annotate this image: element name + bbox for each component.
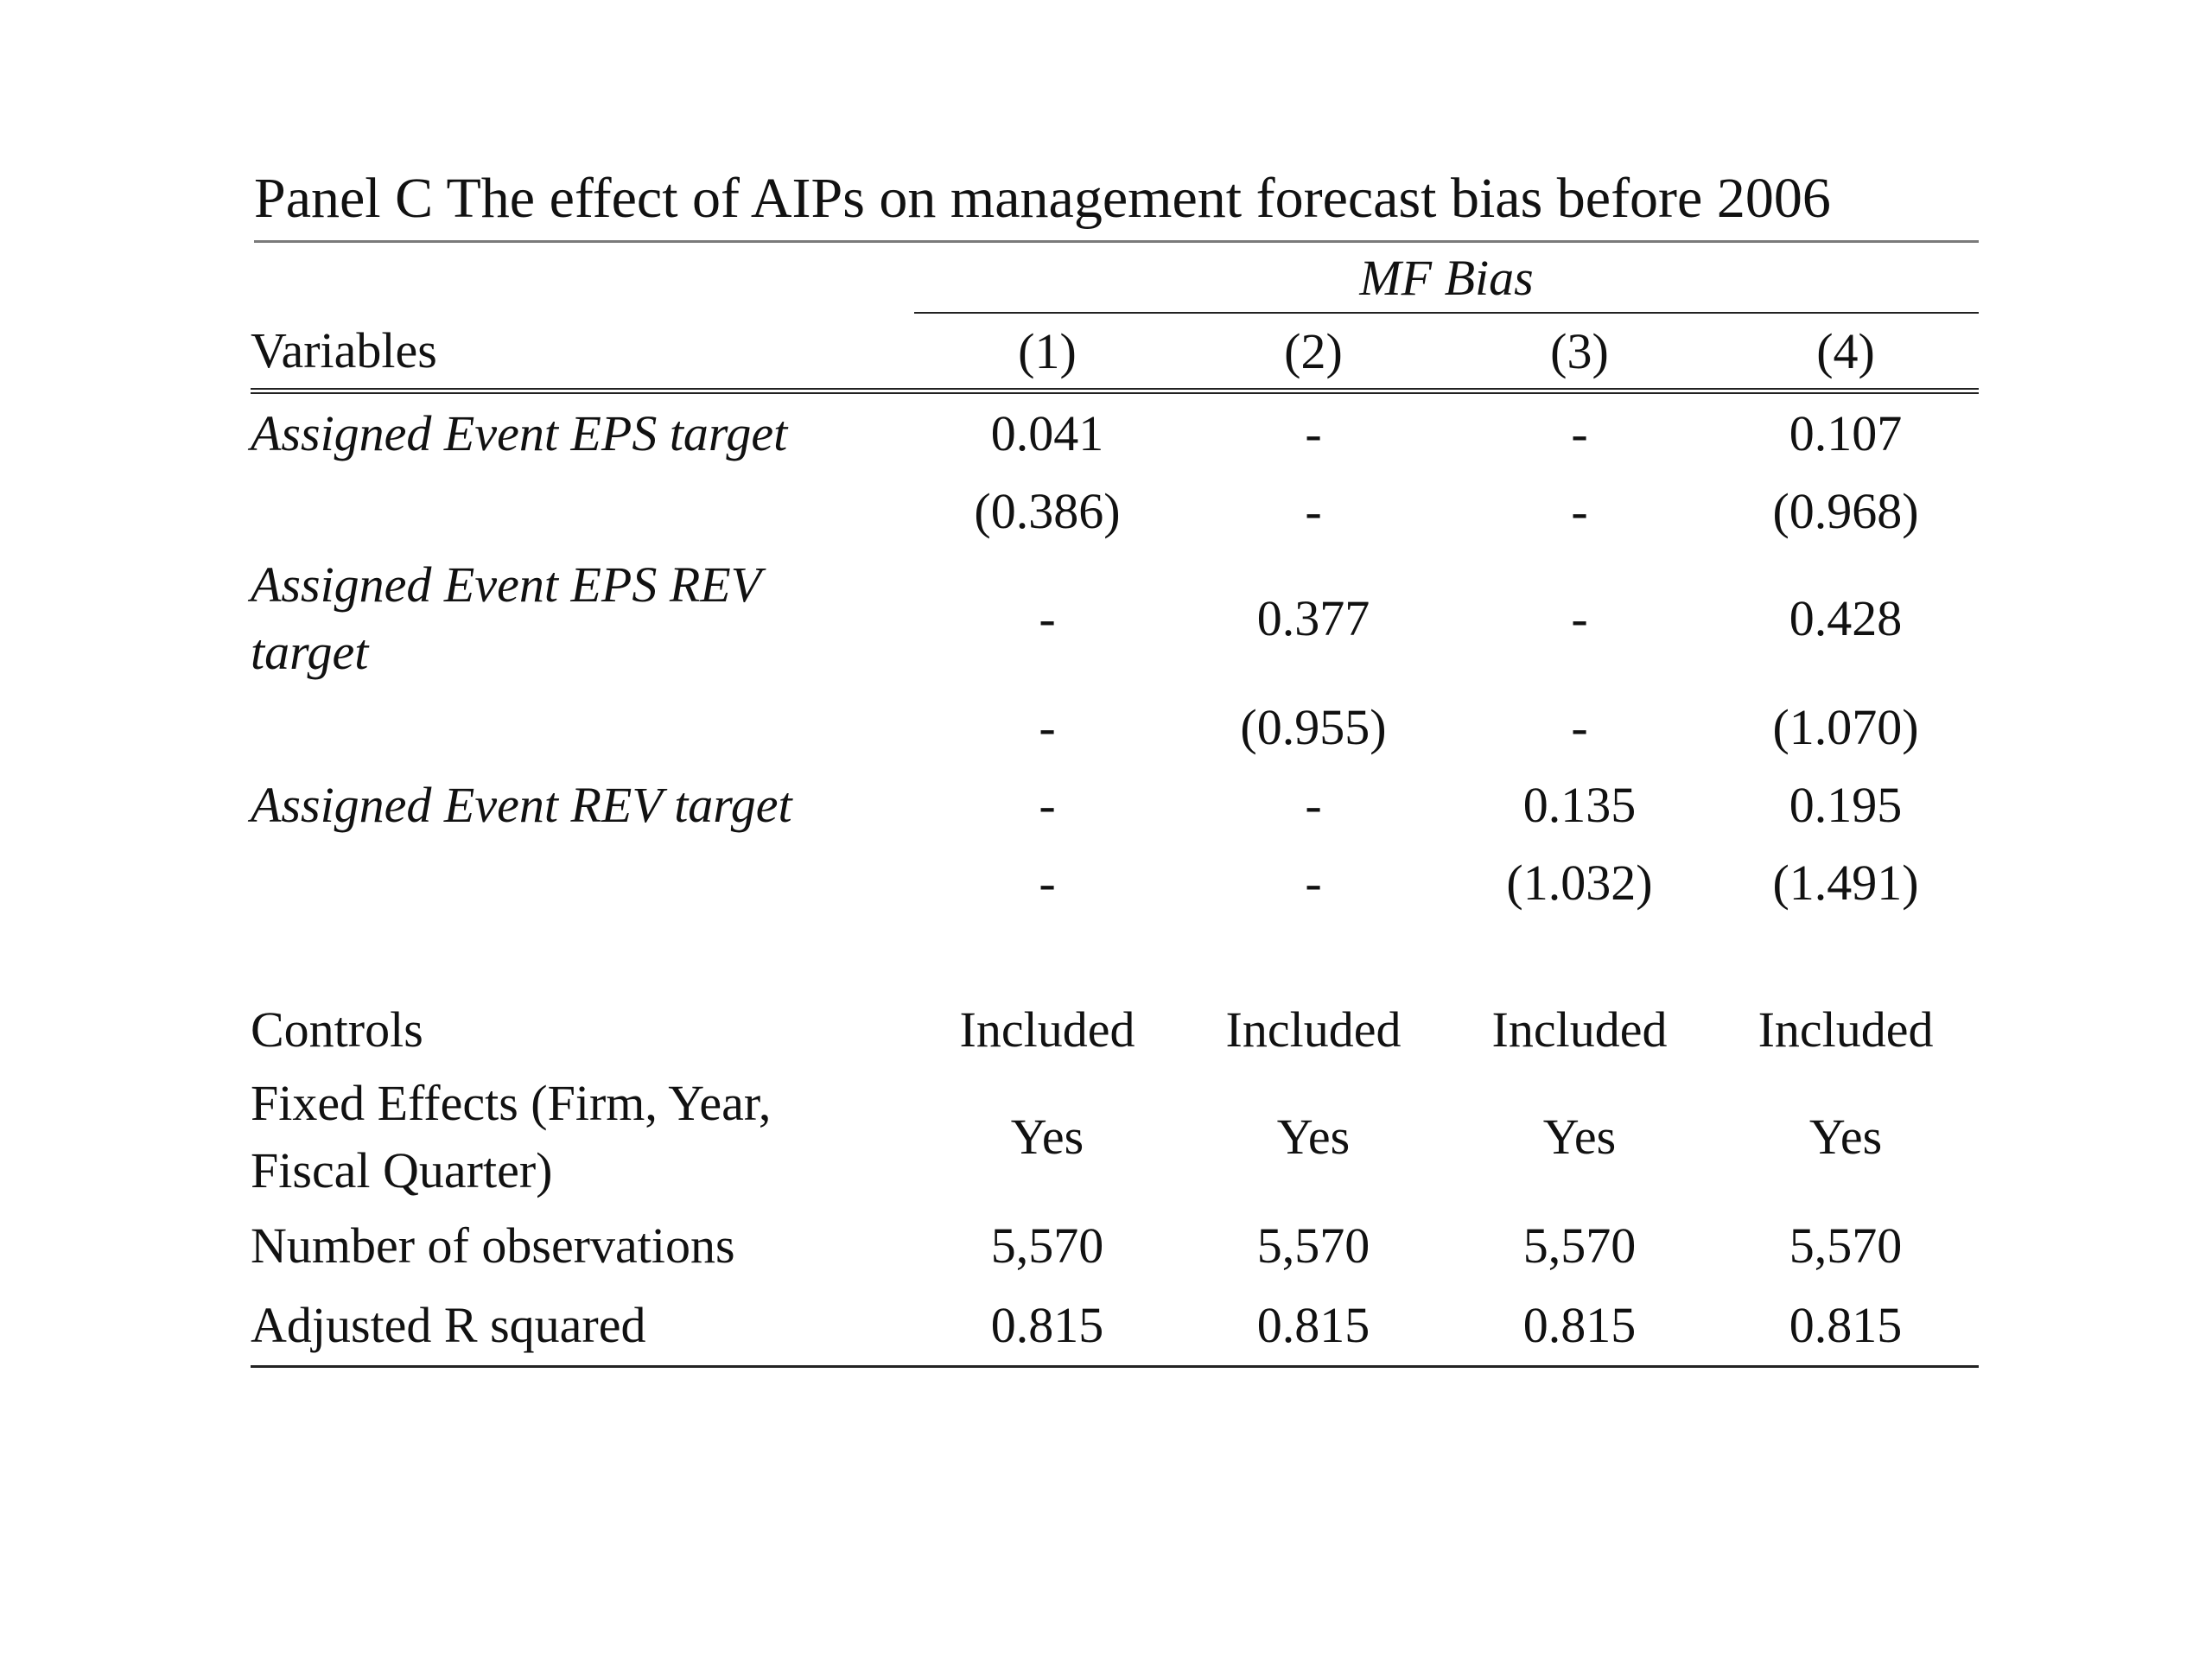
- table-row: [251, 843, 1979, 921]
- table-cell: -: [1039, 854, 1056, 911]
- summary-cell: 0.815: [1180, 1284, 1446, 1367]
- table-cell: -: [1305, 404, 1322, 461]
- summary-cell: 0.815: [914, 1284, 1180, 1367]
- table-cell: (0.955): [1240, 698, 1387, 755]
- summary-row: [251, 1206, 1979, 1284]
- column-header: (4): [1713, 313, 1979, 391]
- table-cell: -: [1039, 590, 1056, 646]
- row-label: [251, 550, 914, 688]
- table-cell: (1.032): [1506, 854, 1653, 911]
- table-cell: (1.491): [1772, 854, 1919, 911]
- row-label: Assigned Event EPS target: [251, 404, 788, 461]
- table-cell: -: [1571, 590, 1588, 646]
- summary-cell: Yes: [1542, 1109, 1617, 1165]
- table-cell: -: [1305, 482, 1322, 539]
- row-label: [251, 843, 914, 921]
- table-cell: -: [1305, 776, 1322, 833]
- summary-cell: 5,570: [990, 1217, 1104, 1274]
- group-header-mf-bias: MF Bias: [914, 243, 1979, 313]
- row-label-text: Assigned Event EPS REV target: [251, 556, 761, 680]
- table-cell: (1.070): [1772, 698, 1919, 755]
- summary-label: Controls: [251, 1001, 423, 1058]
- summary-cell: Included: [1491, 1001, 1668, 1058]
- summary-cell: 5,570: [1522, 1217, 1637, 1274]
- table-cell: 0.377: [1256, 590, 1370, 646]
- spacer-cell: [251, 921, 1979, 990]
- summary-row: [251, 1284, 1979, 1367]
- panel-title: Panel C The effect of AIPs on management forecast bias before 2006: [254, 164, 1979, 243]
- summary-cell: 0.815: [1446, 1284, 1713, 1367]
- table-row: [251, 688, 1979, 766]
- table-row: [251, 766, 1979, 843]
- group-header-row: [251, 243, 1979, 313]
- summary-cell: Included: [1225, 1001, 1402, 1058]
- column-header: (1): [914, 313, 1180, 391]
- group-header-spacer: [251, 243, 914, 313]
- summary-cell: Yes: [1010, 1109, 1084, 1165]
- summary-cell: Included: [959, 1001, 1135, 1058]
- table-cell: -: [1039, 698, 1056, 755]
- column-header: (2): [1180, 313, 1446, 391]
- summary-cell: Included: [1758, 1001, 1934, 1058]
- row-label: [251, 472, 914, 550]
- table-cell: 0.428: [1789, 590, 1903, 646]
- spacer-row: [251, 921, 1979, 990]
- table-row: [251, 550, 1979, 688]
- variables-header: Variables: [251, 313, 914, 391]
- table-cell: (0.386): [974, 482, 1121, 539]
- table-cell: 0.135: [1522, 776, 1637, 833]
- table-cell: -: [1571, 482, 1588, 539]
- summary-cell: 5,570: [1256, 1217, 1370, 1274]
- summary-row: [251, 1068, 1979, 1206]
- summary-cell: 0.815: [1713, 1284, 1979, 1367]
- table-cell: (0.968): [1772, 482, 1919, 539]
- summary-label: Number of observations: [251, 1217, 735, 1274]
- summary-cell: Yes: [1808, 1109, 1883, 1165]
- regression-table: [251, 243, 1979, 1368]
- table-cell: -: [1571, 698, 1588, 755]
- column-header: (3): [1446, 313, 1713, 391]
- summary-cell: Yes: [1276, 1109, 1351, 1165]
- table-row: [251, 472, 1979, 550]
- summary-label: [251, 1068, 914, 1206]
- table-cell: 0.107: [1789, 404, 1903, 461]
- summary-label: Adjusted R squared: [251, 1284, 914, 1367]
- summary-cell: 5,570: [1789, 1217, 1903, 1274]
- table-cell: -: [1305, 854, 1322, 911]
- column-header-row: [251, 313, 1979, 391]
- summary-label-text: Fixed Effects (Firm, Year, Fiscal Quarter): [251, 1075, 772, 1198]
- row-label: Assigned Event REV target: [251, 776, 792, 833]
- regression-table-panel: [251, 164, 1979, 1368]
- summary-row: [251, 990, 1979, 1068]
- row-label: [251, 688, 914, 766]
- table-cell: 0.041: [990, 404, 1104, 461]
- table-cell: -: [1571, 404, 1588, 461]
- table-row: [251, 391, 1979, 473]
- table-cell: 0.195: [1789, 776, 1903, 833]
- table-cell: -: [1039, 776, 1056, 833]
